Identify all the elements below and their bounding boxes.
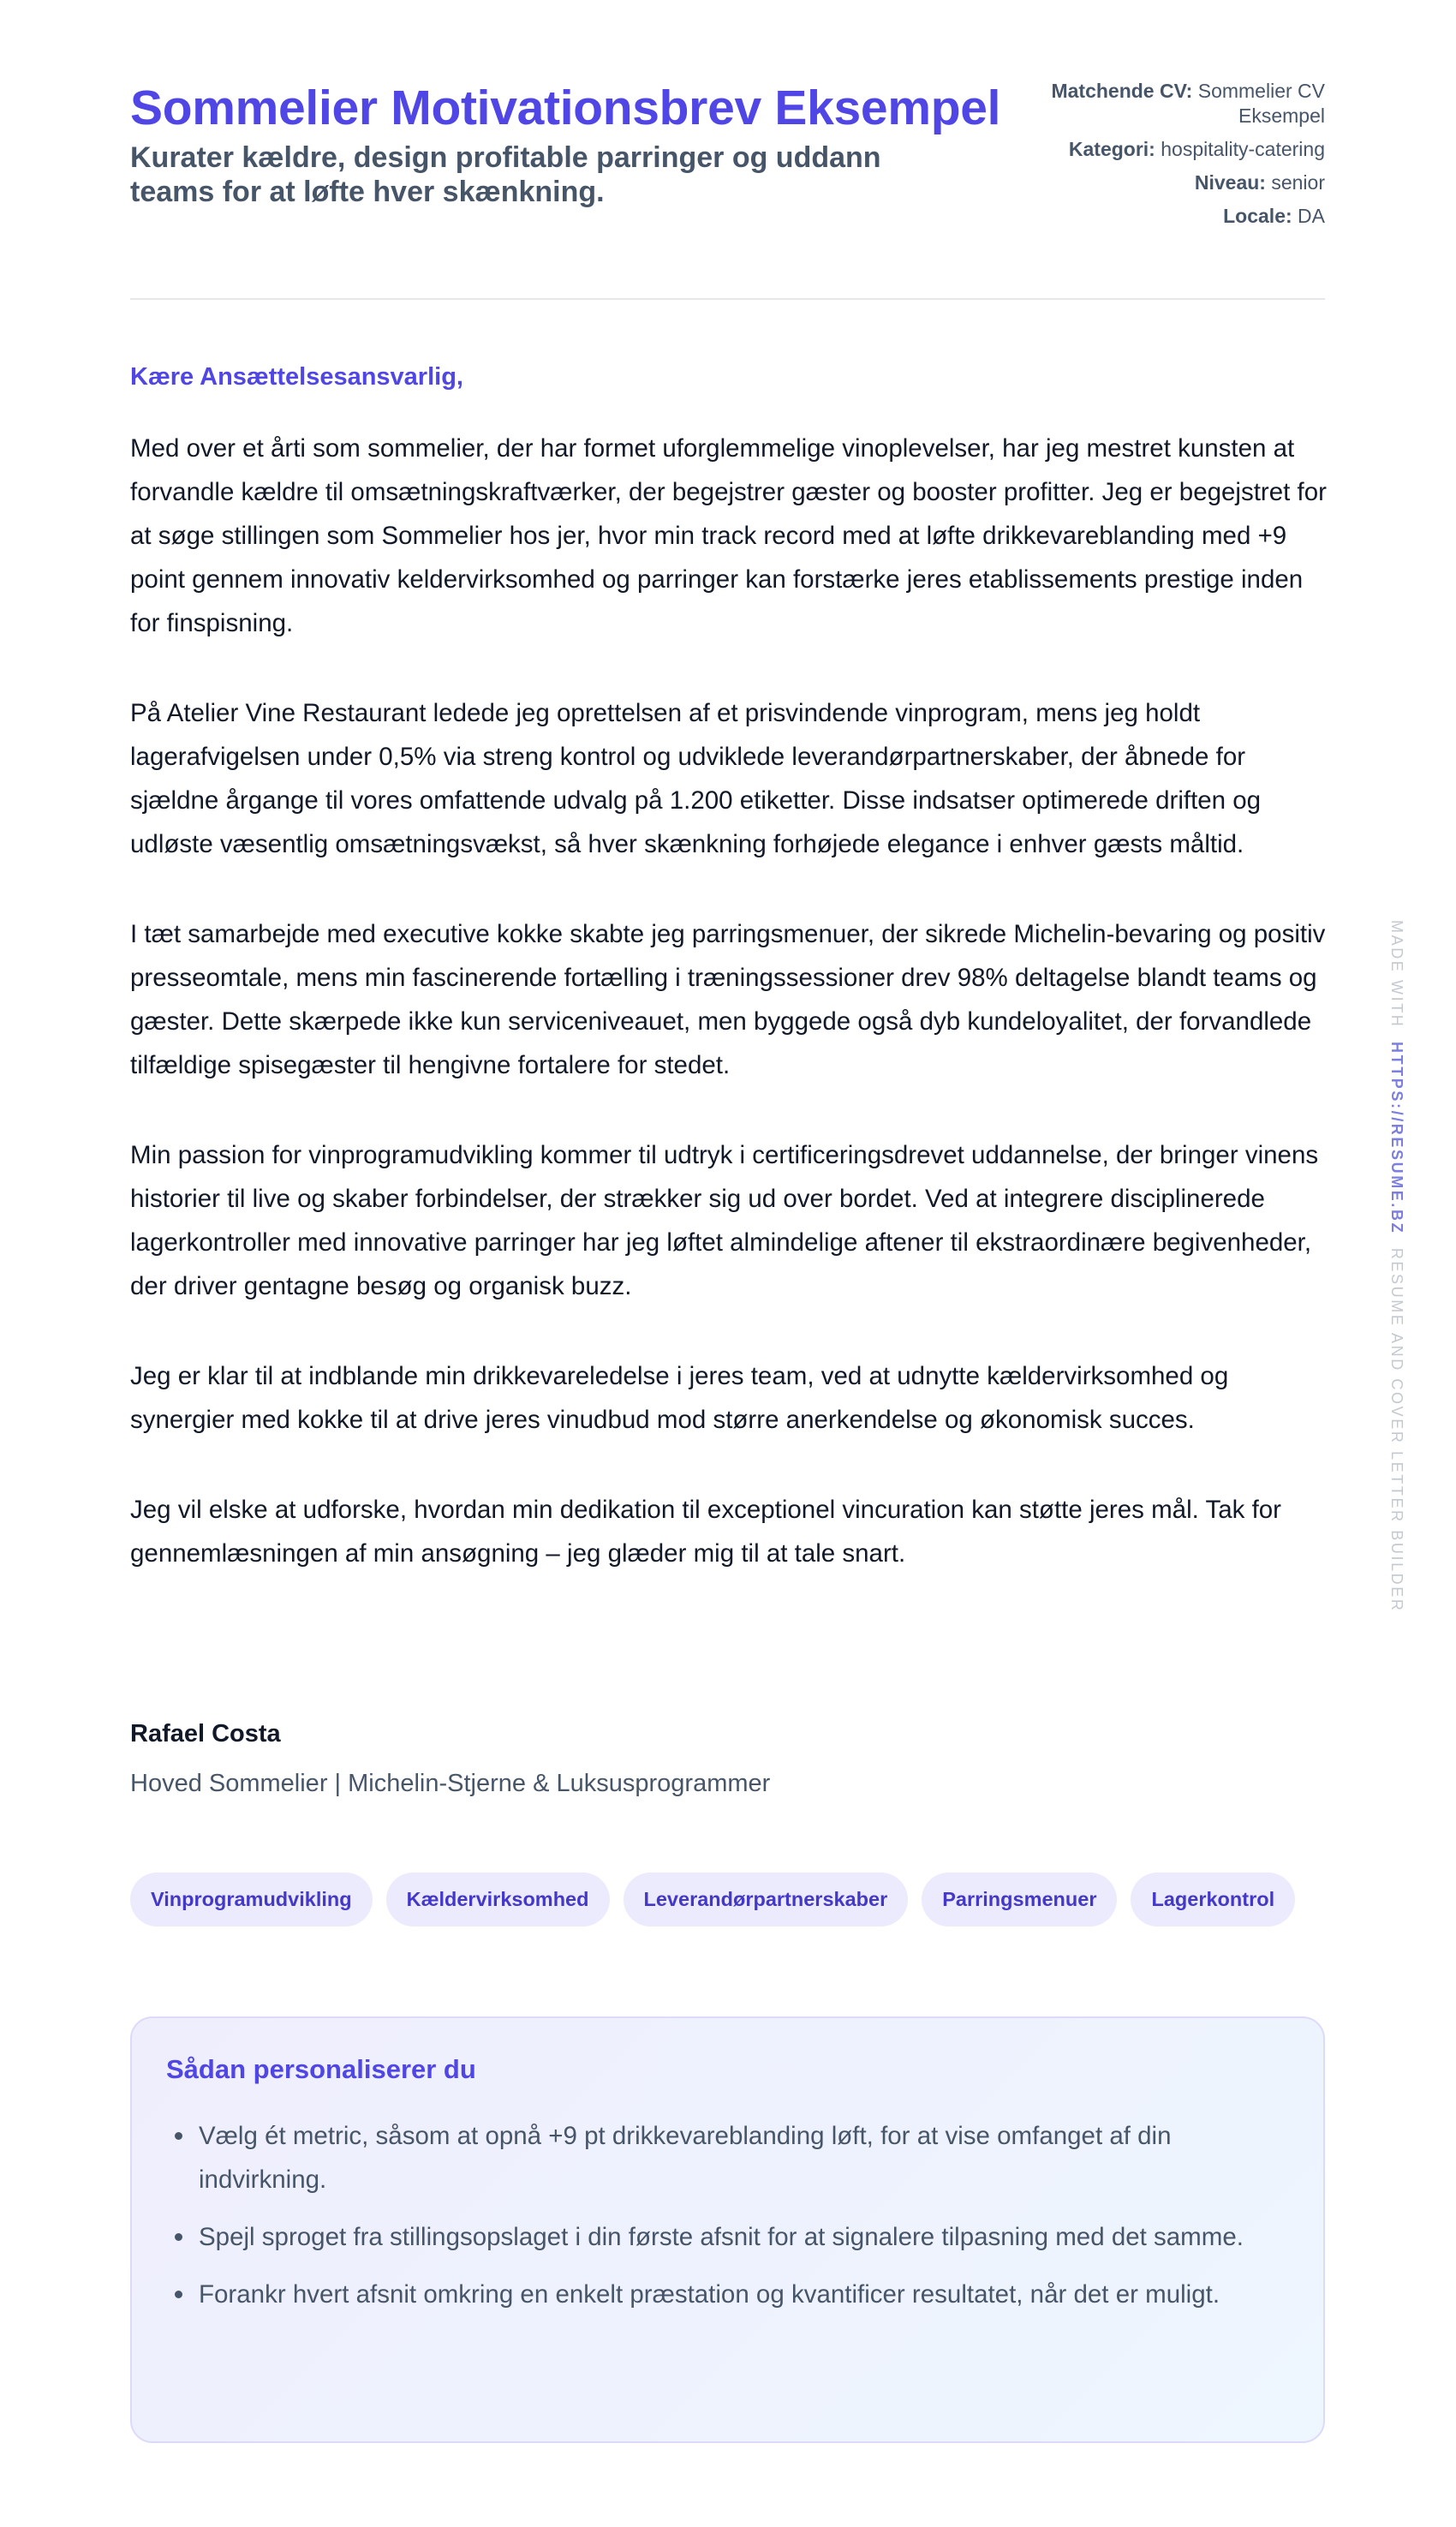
page-header — [130, 79, 1325, 284]
tips-list — [166, 2114, 1289, 2316]
personalization-tips-box — [130, 2016, 1325, 2443]
watermark-link[interactable]: HTTPS://RESUME.BZ — [1388, 1042, 1405, 1235]
tips-item — [199, 2215, 1289, 2259]
letter-paragraph: På Atelier Vine Restaurant ledede jeg oprettelsen af et prisvindende vinprogram, mens jeg holdt lagerafvigelsen under 0,5% via streng kontrol og udviklede leverandørpartnerskaber, der åbnede for sjældne årgange til vores omfattende udvalg på 1.200 etiketter. Disse indsatser optimerede driften og udløste væsentlig omsætningsvækst, så hver skænkning forhøjede elegance i enhver gæsts måltid. — [130, 699, 1262, 858]
meta-value: senior — [1271, 171, 1325, 194]
tips-item-text: Vælg ét metric, såsom at opnå +9 pt drikkevareblanding løft, for at vise omfanget af din indvirkning. — [199, 2122, 1172, 2194]
skill-tag: Leverandørpartnerskaber — [624, 1873, 909, 1927]
letter-paragraph: Med over et årti som sommelier, der har formet uforglemmelige vinoplevelser, har jeg mestret kunsten at forvandle kældre til omsætningskraftværker, der begejstrer gæster og booster profitter. Jeg er begejstret for at søge stillingen som Sommelier hos jer, hvor min track record med at løfte drikkevareblanding med +9 point gennem innovativ keldervirksomhed og parringer kan forstærke jeres etablissements prestige inden for finspisning. — [130, 434, 1327, 637]
meta-value: hospitality-catering — [1161, 138, 1325, 160]
tips-item-text: Forankr hvert afsnit omkring en enkelt præstation og kvantificer resultatet, når det er muligt. — [199, 2280, 1220, 2309]
tips-item — [199, 2114, 1289, 2201]
meta-value: DA — [1298, 205, 1325, 227]
signature-name: Rafael Costa — [130, 1720, 281, 1747]
header-divider — [130, 298, 1325, 300]
skill-tag: Lagerkontrol — [1131, 1873, 1295, 1927]
salutation: Kære Ansættelsesansvarlig, — [130, 363, 463, 391]
skill-tags — [130, 1873, 1295, 1927]
meta-locale — [1042, 204, 1325, 229]
page-title: Sommelier Motivationsbrev Eksempel — [130, 81, 1001, 135]
meta-category — [1042, 137, 1325, 162]
letter-body — [130, 427, 1329, 1622]
signature-block — [130, 1717, 770, 1801]
bullet-icon — [175, 2233, 182, 2241]
skill-tag: Kældervirksomhed — [386, 1873, 610, 1927]
meta-level — [1042, 170, 1325, 195]
letter-paragraph: Min passion for vinprogramudvikling kommer til udtryk i certificeringsdrevet uddannelse, der bringer vinens historier til live og skaber forbindelser, der strækker sig ud over bordet. Ved at integrere disciplinerede lagerkontroller med innovative parringer har jeg løftet almindelige aftener til ekstraordinære begivenheder, der driver gentagne besøg og organisk buzz. — [130, 1141, 1319, 1300]
vertical-watermark — [1387, 920, 1405, 1612]
meta-info — [1042, 79, 1325, 237]
meta-label: Kategori: — [1068, 138, 1155, 160]
meta-label: Niveau: — [1194, 171, 1266, 194]
skill-tag: Parringsmenuer — [922, 1873, 1117, 1927]
meta-label: Matchende CV: — [1051, 80, 1193, 102]
bullet-icon — [175, 2291, 182, 2298]
tips-item-text: Spejl sproget fra stillingsopslaget i din første afsnit for at signalere tilpasning med det samme. — [199, 2223, 1244, 2251]
skill-tag: Vinprogramudvikling — [130, 1873, 373, 1927]
letter-paragraph: Jeg er klar til at indblande min drikkevareledelse i jeres team, ved at udnytte kældervirksomhed og synergier med kokke til at drive jeres vinudbud mod større anerkendelse og økonomisk succes. — [130, 1362, 1229, 1434]
signature-title: Hoved Sommelier | Michelin-Stjerne & Luksusprogrammer — [130, 1770, 771, 1797]
meta-matching-cv — [1042, 79, 1325, 128]
watermark-prefix: MADE WITH — [1388, 920, 1405, 1029]
watermark-suffix: RESUME AND COVER LETTER BUILDER — [1388, 1247, 1405, 1613]
page-subtitle: Kurater kældre, design profitable parringer og uddann teams for at løfte hver skænkning. — [130, 141, 881, 208]
letter-paragraph: I tæt samarbejde med executive kokke skabte jeg parringsmenuer, der sikrede Michelin-bevaring og positiv presseomtale, mens min fascinerende fortælling i træningssessioner drev 98% deltagelse blandt teams og gæster. Dette skærpede ikke kun serviceniveauet, men byggede også dyb kundeloyalitet, der forvandlede tilfældige spisegæster til hengivne fortalere for stedet. — [130, 920, 1326, 1079]
letter-paragraph: Jeg vil elske at udforske, hvordan min dedikation til exceptionel vincuration kan støtte jeres mål. Tak for gennemlæsningen af min ansøgning – jeg glæder mig til at tale snart. — [130, 1496, 1282, 1568]
meta-value-matching-cv-link[interactable]: Sommelier CV Eksempel — [1197, 80, 1325, 127]
tips-item — [199, 2273, 1289, 2316]
meta-label: Locale: — [1223, 205, 1292, 227]
bullet-icon — [175, 2132, 182, 2140]
tips-title: Sådan personaliserer du — [166, 2054, 476, 2084]
